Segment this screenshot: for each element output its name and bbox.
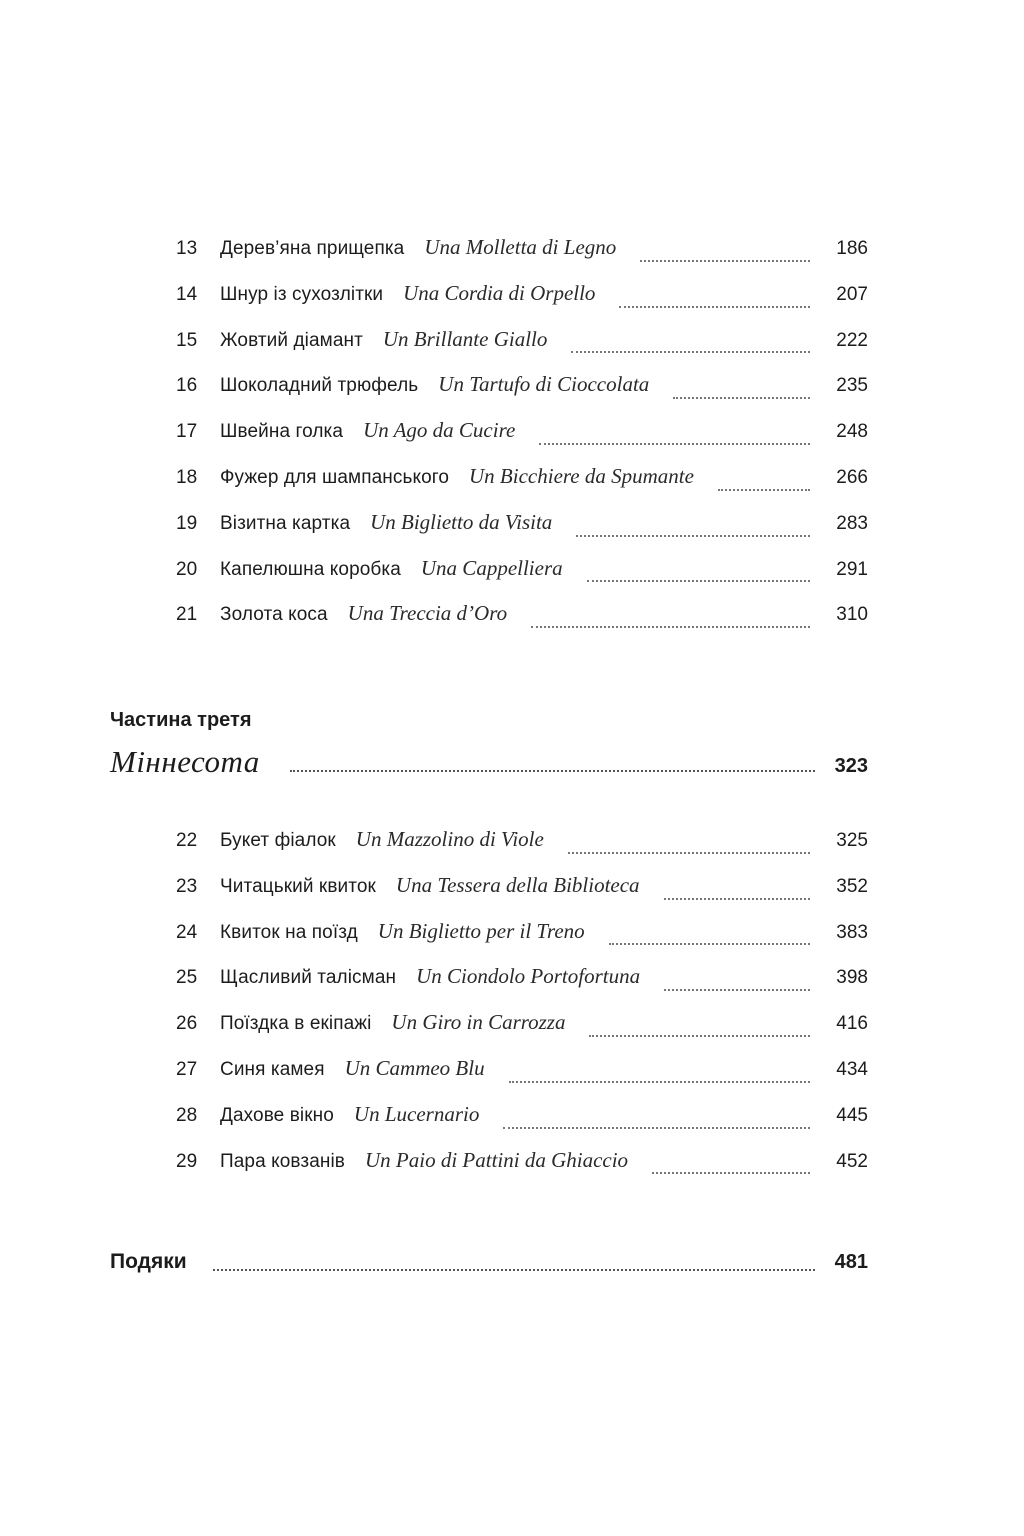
- toc-entry[interactable]: [110, 551, 868, 597]
- dot-leader: [609, 943, 810, 945]
- chapter-title-ukrainian: Читацький квиток: [220, 875, 376, 897]
- chapter-title-ukrainian: Дахове вікно: [220, 1104, 334, 1126]
- chapter-title-ukrainian: Золота коса: [220, 604, 328, 626]
- chapter-title-ukrainian: Щасливий талісман: [220, 967, 397, 989]
- chapter-number: 28: [176, 1104, 198, 1126]
- chapter-number: 21: [176, 604, 198, 626]
- dot-leader: [673, 397, 810, 399]
- dot-leader: [509, 1081, 810, 1083]
- chapter-title-ukrainian: Жовтий діамант: [220, 329, 363, 351]
- chapter-title-ukrainian: Пара ковзанів: [220, 1150, 345, 1172]
- chapter-title-italian: Un Biglietto da Visita: [370, 509, 553, 534]
- chapter-title-ukrainian: Шоколадний трюфель: [220, 375, 419, 397]
- toc-entry[interactable]: [110, 914, 868, 960]
- chapter-title-ukrainian: Візитна картка: [220, 512, 351, 534]
- chapter-title-italian: Un Biglietto per il Treno: [377, 918, 585, 943]
- part-label: Частина третя: [110, 709, 252, 731]
- toc-entry[interactable]: [110, 367, 868, 413]
- page-number: 325: [836, 830, 868, 851]
- toc-entry[interactable]: [110, 822, 868, 868]
- page-number: 207: [836, 283, 868, 305]
- page-number: 248: [836, 421, 868, 443]
- chapter-title-italian: Una Cordia di Orpello: [403, 280, 596, 305]
- page-number: 235: [836, 375, 868, 397]
- toc-entry[interactable]: [110, 596, 868, 642]
- chapter-title-ukrainian: Шнур із сухозлітки: [220, 283, 384, 305]
- page-number: 481: [834, 1251, 868, 1273]
- dot-leader: [587, 580, 810, 582]
- page-number: 383: [836, 921, 868, 943]
- toc-entry[interactable]: [110, 230, 868, 276]
- toc-entry[interactable]: [110, 868, 868, 914]
- acknowledgements-label: Подяки: [110, 1250, 187, 1273]
- dot-leader: [531, 626, 810, 628]
- chapter-number: 23: [176, 875, 198, 897]
- dot-leader: [589, 1035, 810, 1037]
- chapter-title-italian: Una Treccia d’Oro: [347, 601, 508, 626]
- chapter-number: 22: [176, 830, 198, 851]
- page-number: 186: [836, 238, 868, 259]
- page-number: 283: [836, 512, 868, 534]
- toc-entry[interactable]: [110, 413, 868, 459]
- chapter-title-italian: Un Ciondolo Portofortuna: [416, 964, 641, 989]
- page-number: 445: [836, 1104, 868, 1126]
- chapter-number: 20: [176, 558, 198, 580]
- chapter-title-italian: Un Bicchiere da Spumante: [469, 463, 694, 488]
- dot-leader: [664, 989, 810, 991]
- chapter-number: 29: [176, 1150, 198, 1172]
- chapter-number: 19: [176, 512, 198, 534]
- page-number: 222: [836, 329, 868, 351]
- toc-entry[interactable]: [110, 276, 868, 322]
- page-number: 434: [836, 1058, 868, 1080]
- chapter-title-italian: Una Cappelliera: [420, 555, 563, 580]
- toc-entry[interactable]: [110, 322, 868, 368]
- dot-leader: [290, 770, 815, 772]
- dot-leader: [652, 1172, 810, 1174]
- dot-leader: [664, 898, 810, 900]
- chapter-number: 27: [176, 1058, 198, 1080]
- chapter-title-italian: Una Tessera della Biblioteca: [395, 872, 640, 897]
- page-number: 452: [836, 1150, 868, 1172]
- dot-leader: [619, 306, 810, 308]
- chapter-number: 16: [176, 375, 198, 397]
- chapter-number: 26: [176, 1013, 198, 1035]
- chapter-number: 14: [176, 283, 198, 305]
- toc-entry[interactable]: [110, 1097, 868, 1143]
- chapter-title-ukrainian: Квиток на поїзд: [220, 921, 358, 943]
- page-number: 352: [836, 875, 868, 897]
- part-three-header[interactable]: [110, 704, 868, 780]
- toc-list-part2: [110, 230, 868, 642]
- dot-leader: [568, 852, 810, 854]
- toc-list-part3: [110, 822, 868, 1188]
- dot-leader: [571, 351, 810, 353]
- dot-leader: [213, 1269, 815, 1271]
- chapter-title-ukrainian: Букет фіалок: [220, 830, 336, 851]
- chapter-title-italian: Un Tartufo di Cioccolata: [438, 372, 650, 397]
- page-number: 266: [836, 466, 868, 488]
- chapter-title-ukrainian: Синя камея: [220, 1058, 325, 1080]
- acknowledgements-entry[interactable]: [110, 1250, 868, 1274]
- page-number: 398: [836, 967, 868, 989]
- chapter-title-italian: Un Cammeo Blu: [344, 1055, 485, 1080]
- chapter-number: 15: [176, 329, 198, 351]
- dot-leader: [640, 260, 810, 262]
- dot-leader: [539, 443, 810, 445]
- chapter-title-ukrainian: Капелюшна коробка: [220, 558, 401, 580]
- chapter-number: 18: [176, 466, 198, 488]
- part-title-row: [110, 744, 868, 780]
- toc-entry[interactable]: [110, 505, 868, 551]
- page-number: 416: [836, 1013, 868, 1035]
- chapter-title-italian: Un Giro in Carrozza: [391, 1010, 566, 1035]
- toc-entry[interactable]: [110, 1051, 868, 1097]
- dot-leader: [718, 489, 810, 491]
- chapter-title-ukrainian: Дерев’яна прищепка: [220, 238, 405, 259]
- chapter-title-ukrainian: Фужер для шампанського: [220, 466, 450, 488]
- chapter-number: 25: [176, 967, 198, 989]
- chapter-number: 13: [176, 238, 198, 259]
- chapter-title-italian: Un Lucernario: [353, 1101, 480, 1126]
- chapter-title-italian: Una Molletta di Legno: [424, 235, 617, 259]
- toc-entry[interactable]: [110, 959, 868, 1005]
- chapter-title-ukrainian: Швейна голка: [220, 421, 344, 443]
- chapter-title-italian: Un Ago da Cucire: [363, 418, 516, 443]
- chapter-title-italian: Un Mazzolino di Viole: [355, 827, 544, 851]
- page-number: 310: [836, 604, 868, 626]
- part-title: Міннесота: [110, 744, 260, 779]
- dot-leader: [576, 535, 810, 537]
- toc-entry[interactable]: [110, 1005, 868, 1051]
- toc-entry[interactable]: [110, 1143, 868, 1189]
- page-number: 323: [834, 755, 868, 777]
- chapter-number: 24: [176, 921, 198, 943]
- chapter-title-italian: Un Brillante Giallo: [382, 326, 548, 351]
- chapter-title-ukrainian: Поїздка в екіпажі: [220, 1013, 372, 1035]
- chapter-title-italian: Un Paio di Pattini da Ghiaccio: [365, 1147, 629, 1172]
- dot-leader: [503, 1127, 810, 1129]
- chapter-number: 17: [176, 421, 198, 443]
- page-number: 291: [836, 558, 868, 580]
- toc-entry[interactable]: [110, 459, 868, 505]
